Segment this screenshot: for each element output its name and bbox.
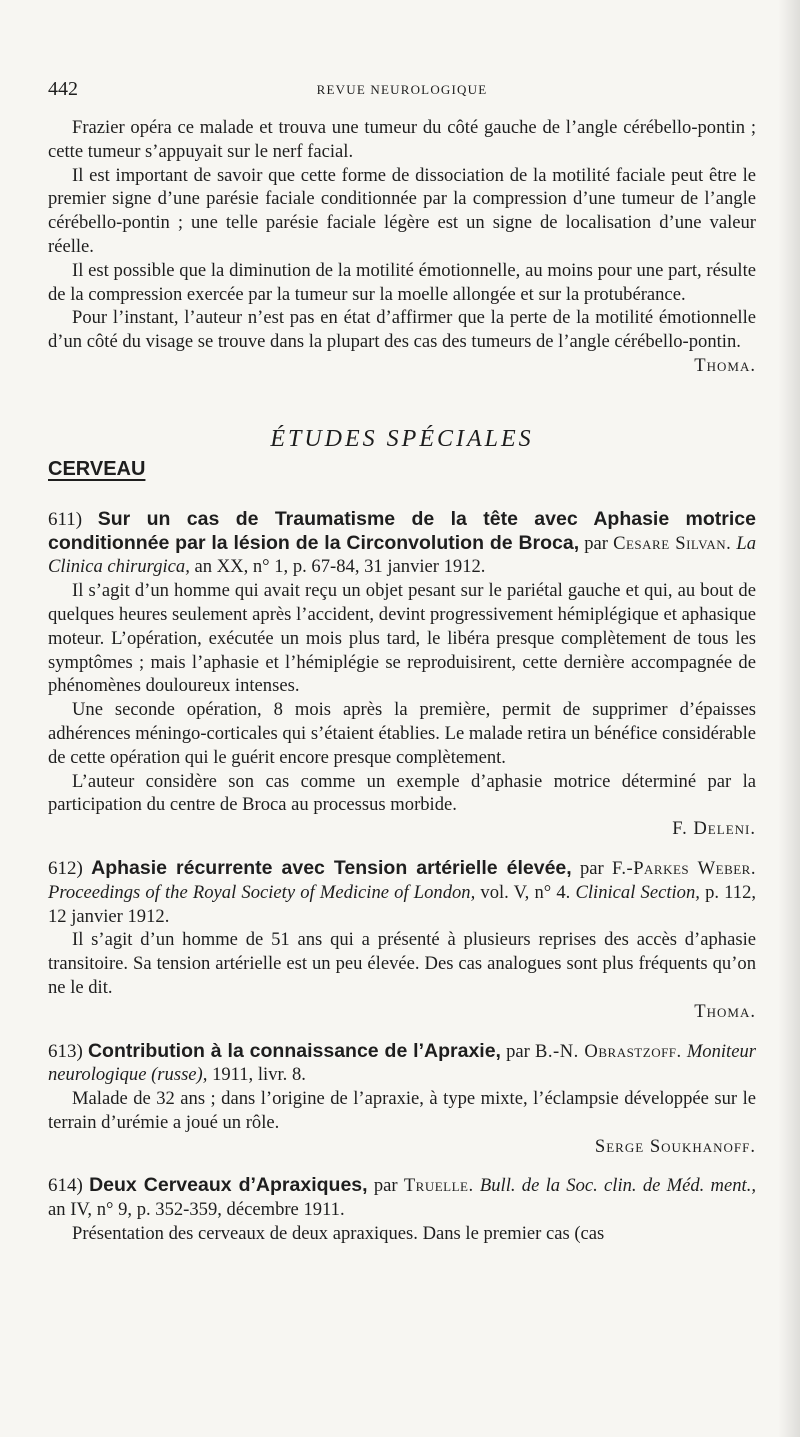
entry-612-author: F.-Parkes Weber. [612, 857, 757, 879]
entry-612-heading [48, 857, 756, 928]
entry-614-paragraph-1: Présentation des cerveaux de deux apraxiques. Dans le premier cas (cas [72, 1223, 605, 1245]
intro-paragraph-3: Il est possible que la diminution de la motilité émotionnelle, au moins pour une part, résulte de la compression exercée par la tumeur sur la moelle allongée et sur la protubérance. [48, 259, 756, 305]
entry-614-title: Deux Cerveaux d’Apraxiques, [89, 1174, 368, 1197]
entry-612-number: 612) [48, 857, 83, 879]
intro-paragraph-1: Frazier opéra ce malade et trouva une tumeur du côté gauche de l’angle cérébello-pontin ; cette tumeur s’appuyait sur le nerf facial. [48, 117, 756, 162]
entry-611-author: Cesare Silvan. [613, 532, 732, 554]
page-number: 442 [48, 78, 78, 100]
section-title: ÉTUDES SPÉCIALES [270, 425, 534, 452]
entry-612-title: Aphasie récurrente avec Tension artérielle élevée, [91, 856, 572, 879]
entry-611-signature: F. Deleni. [672, 818, 756, 840]
entry-613-journal: Moniteur neurologique (russe), [48, 1040, 757, 1086]
entry-612-par: par [579, 857, 604, 879]
entry-613-number: 613) [48, 1040, 83, 1062]
entry-611-paragraph-3: L’auteur considère son cas comme un exemple d’aphasie motrice déterminé par la participation du centre de Broca au processus morbide. [48, 770, 756, 816]
entry-613-signature: Serge Soukhanoff. [594, 1135, 756, 1157]
entry-613-reference: 1911, livr. 8. [212, 1064, 306, 1086]
running-title: REVUE NEUROLOGIQUE [316, 82, 488, 97]
entry-614-author: Truelle. [403, 1175, 474, 1197]
entry-612-reference-2: p. 112, 12 janvier 1912. [48, 881, 757, 927]
page-header [48, 78, 756, 102]
entry-612-journal: Proceedings of the Royal Society of Medicine of London, [48, 881, 476, 903]
entry-611-paragraph-1: Il s’agit d’un homme qui avait reçu un objet pesant sur le pariétal gauche et qui, au bout de quelques heures seulement après l’accident, devint progressivement hémiplégique et aphasique moteur. L’opération, exécutée un mois plus tard, le libéra presque complètement de tous les symptômes ; mais l’aphasie et l’hémiplégie se reproduisirent, cette dernière accompagnée de phénomènes douloureux intenses. [48, 580, 756, 697]
entry-613-heading [48, 1040, 756, 1088]
entry-611-number: 611) [48, 508, 83, 530]
entry-612-journal-section: Clinical Section, [575, 881, 700, 903]
intro-paragraph-4: Pour l’instant, l’auteur n’est pas en état d’affirmer que la perte de la motilité émotionnelle d’un côté du visage se trouve dans la plupart des cas des tumeurs de l’angle cérébello-pontin. [48, 307, 756, 353]
entry-611-par: par [584, 532, 608, 554]
entry-613-title: Contribution à la connaissance de l’Apraxie, [87, 1039, 501, 1062]
page-body [48, 116, 756, 1246]
entry-614-journal: Bull. de la Soc. clin. de Méd. ment., [479, 1175, 756, 1197]
intro-signature: Thoma. [694, 354, 756, 376]
entry-614-par: par [373, 1175, 398, 1197]
entry-613-author: B.-N. Obrastzoff. [534, 1040, 682, 1062]
entry-611-title: Sur un cas de Traumatisme de la tête avec Aphasie motrice conditionnée par la lésion de la Circonvolution de Broca, [48, 507, 756, 554]
entry-611-heading [48, 508, 756, 579]
entry-611-paragraph-2: Une seconde opération, 8 mois après la première, permit de supprimer d’épaisses adhérences méningo-corticales qui s’étaient établies. Le malade retira un bénéfice considérable de cette opération qui le guérit encore presque complètement. [48, 699, 756, 768]
intro-paragraph-2: Il est important de savoir que cette forme de dissociation de la motilité faciale peut être le premier signe d’une parésie faciale conditionnée par la compression d’une tumeur de l’angle cérébello-pontin ; une telle parésie faciale légère est un signe de localisation d’une valeur réelle. [48, 164, 756, 257]
entry-612-paragraph-1: Il s’agit d’un homme de 51 ans qui a présenté à plusieurs reprises des accès d’aphasie transitoire. Sa tension artérielle est un peu élevée. Des cas analogues sont plus fréquents qu’on ne le dit. [48, 929, 756, 998]
page-edge-shadow [778, 0, 800, 1437]
entry-611-reference: an XX, n° 1, p. 67-84, 31 janvier 1912. [194, 556, 486, 578]
entry-614-heading [48, 1174, 756, 1222]
entry-613-paragraph-1: Malade de 32 ans ; dans l’origine de l’apraxie, à type mixte, l’éclampsie développée sur le terrain d’urémie a joué un rôle. [48, 1088, 756, 1133]
entry-612-signature: Thoma. [694, 1000, 756, 1022]
entry-614-number: 614) [48, 1175, 83, 1197]
entry-614-reference: an IV, n° 9, p. 352-359, décembre 1911. [48, 1199, 345, 1221]
entry-613-par: par [506, 1040, 530, 1062]
entry-611-journal: La Clinica chirurgica, [48, 532, 757, 578]
entry-612-reference-1: vol. V, n° 4. [480, 881, 571, 903]
subsection-title: CERVEAU [48, 457, 146, 480]
